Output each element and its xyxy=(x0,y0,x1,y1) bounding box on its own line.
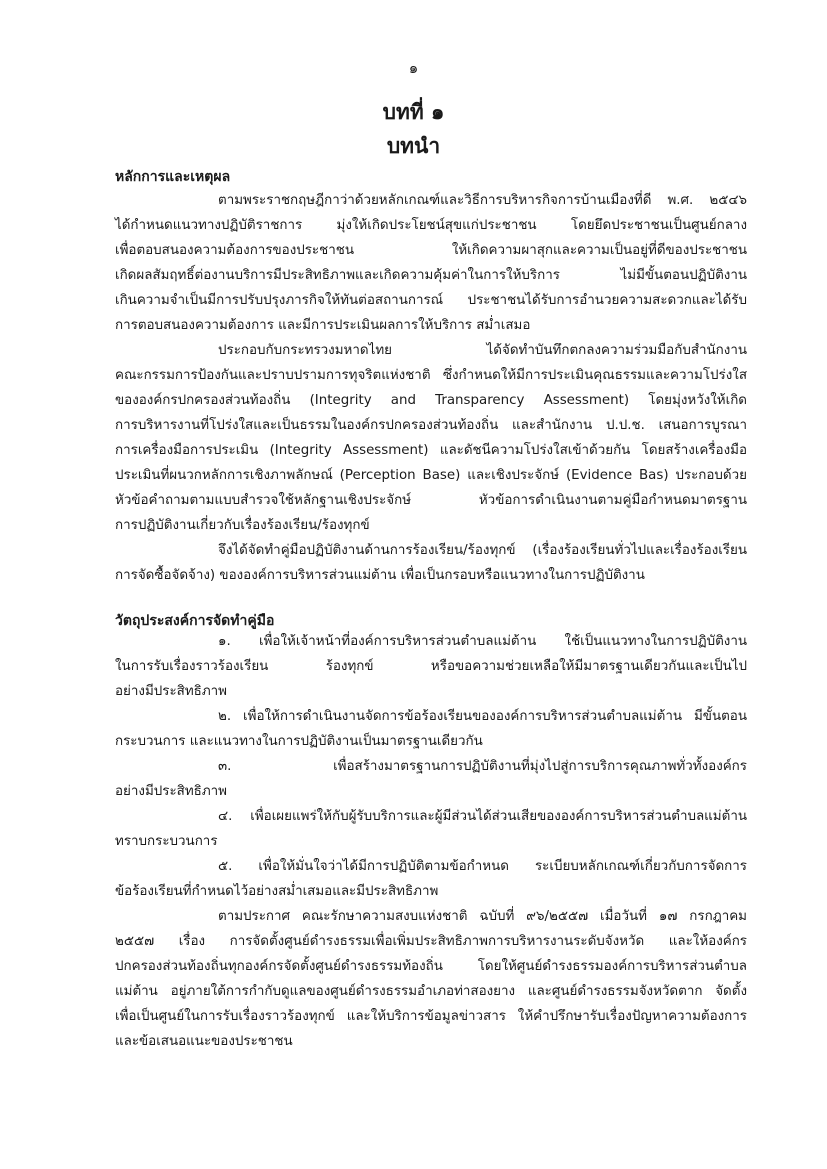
paragraph-line: เพื่อเป็นศูนย์ในการรับเรื่องราวร้องทุกข์ และให้บริการข้อมูลข่าวสาร ให้คำปรึกษารับเรื่องปัญหาความต้องการ xyxy=(115,1009,747,1024)
objective-line: ๒. เพื่อให้การดำเนินงานจัดการข้อร้องเรียนขององค์การบริหารส่วนตำบลแม่ต้าน มีขั้นตอน xyxy=(218,709,747,724)
paragraph-line: เกิดผลสัมฤทธิ์ต่องานบริการมีประสิทธิภาพและเกิดความคุ้มค่าในการให้บริการ ไม่มีขั้นตอนปฏิบัติงาน xyxy=(115,268,747,283)
paragraph-line: ขององค์กรปกครองส่วนท้องถิ่น (Integrity and Transparency Assessment) โดยมุ่งหวังให้เกิด xyxy=(115,393,747,408)
objective-line: ๔. เพื่อเผยแพร่ให้กับผู้รับบริการและผู้มีส่วนได้ส่วนเสียขององค์การบริหารส่วนตำบลแม่ต้าน xyxy=(218,809,747,824)
paragraph-line: จึงได้จัดทำคู่มือปฏิบัติงานด้านการร้องเรียน/ร้องทุกข์ (เรื่องร้องเรียนทั่วไปและเรื่องร้องเรียน xyxy=(218,543,747,558)
objective-line: ในการรับเรื่องราวร้องเรียน ร้องทุกข์ หรือขอความช่วยเหลือให้มีมาตรฐานเดียวกันและเป็นไป xyxy=(115,659,747,674)
paragraph-line: การตอบสนองความต้องการ และมีการประเมินผลการให้บริการ สม่ำเสมอ xyxy=(115,318,531,333)
objective-line: ข้อร้องเรียนที่กำหนดไว้อย่างสม่ำเสมอและมีประสิทธิภาพ xyxy=(115,884,439,899)
paragraph-line: ประเมินที่ผนวกหลักการเชิงภาพลักษณ์ (Perception Base) และเชิงประจักษ์ (Evidence Bas) ประกอบด้วย xyxy=(115,468,747,483)
objective-line: กระบวนการ และแนวทางในการปฏิบัติงานเป็นมาตรฐานเดียวกัน xyxy=(115,734,483,749)
chapter-number: บทที่ ๑ xyxy=(382,100,445,124)
paragraph-line: หัวข้อคำถามตามแบบสำรวจใช้หลักฐานเชิงประจักษ์ หัวข้อการดำเนินงานตามคู่มือกำหนดมาตรฐาน xyxy=(115,493,747,508)
objective-line: ทราบกระบวนการ xyxy=(115,834,218,849)
paragraph-line: ได้กำหนดแนวทางปฏิบัติราชการ มุ่งให้เกิดประโยชน์สุขแก่ประชาชน โดยยึดประชาชนเป็นศูนย์กลาง xyxy=(115,218,747,233)
section-heading-rationale: หลักการและเหตุผล xyxy=(115,169,231,185)
objective-line: อย่างมีประสิทธิภาพ xyxy=(115,684,228,699)
paragraph-line: ๒๕๕๗ เรื่อง การจัดตั้งศูนย์ดำรงธรรมเพื่อเพิ่มประสิทธิภาพการบริหารงานระดับจังหวัด และให้องค์กร xyxy=(115,934,747,949)
paragraph-line: ตามประกาศ คณะรักษาความสงบแห่งชาติ ฉบับที่ ๙๖/๒๕๕๗ เมื่อวันที่ ๑๗ กรกฎาคม xyxy=(218,909,747,924)
paragraph-line: การปฏิบัติงานเกี่ยวกับเรื่องร้องเรียน/ร้องทุกข์ xyxy=(115,518,370,533)
objective-line: ๑. เพื่อให้เจ้าหน้าที่องค์การบริหารส่วนตำบลแม่ต้าน ใช้เป็นแนวทางในการปฏิบัติงาน xyxy=(218,634,747,649)
paragraph-line: เพื่อตอบสนองความต้องการของประชาชน ให้เกิดความผาสุกและความเป็นอยู่ที่ดีของประชาชน xyxy=(115,243,747,258)
objective-line: ๓. เพื่อสร้างมาตรฐานการปฏิบัติงานที่มุ่งไปสู่การบริการคุณภาพทั่วทั้งองค์กร xyxy=(218,759,747,774)
paragraph-line: ตามพระราชกฤษฎีกาว่าด้วยหลักเกณฑ์และวิธีการบริหารกิจการบ้านเมืองที่ดี พ.ศ. ๒๕๔๖ xyxy=(218,193,747,208)
objective-line: อย่างมีประสิทธิภาพ xyxy=(115,784,228,799)
paragraph-line: ประกอบกับกระทรวงมหาดไทย ได้จัดทำบันทึกตกลงความร่วมมือกับสำนักงาน xyxy=(218,343,747,358)
paragraph-line: เกินความจำเป็นมีการปรับปรุงภารกิจให้ทันต่อสถานการณ์ ประชาชนได้รับการอำนวยความสะดวกและได้รับ xyxy=(115,293,747,308)
paragraph-line: และข้อเสนอแนะของประชาชน xyxy=(115,1034,293,1049)
page-number: ๑ xyxy=(408,59,419,77)
chapter-title: บทนำ xyxy=(386,134,441,158)
paragraph-line: การจัดซื้อจัดจ้าง) ขององค์การบริหารส่วนแม่ต้าน เพื่อเป็นกรอบหรือแนวทางในการปฏิบัติงาน xyxy=(115,568,645,583)
section-heading-objectives: วัตถุประสงค์การจัดทำคู่มือ xyxy=(115,613,275,629)
objective-line: ๕. เพื่อให้มั่นใจว่าได้มีการปฏิบัติตามข้อกำหนด ระเบียบหลักเกณฑ์เกี่ยวกับการจัดการ xyxy=(218,859,747,874)
paragraph-line: คณะกรรมการป้องกันและปราบปรามการทุจริตแห่งชาติ ซึ่งกำหนดให้มีการประเมินคุณธรรมและความโปร่งใส xyxy=(115,368,747,383)
paragraph-line: การบริหารงานที่โปร่งใสและเป็นธรรมในองค์กรปกครองส่วนท้องถิ่น และสำนักงาน ป.ป.ช. เสนอการบูรณา xyxy=(115,418,747,433)
paragraph-line: การเครื่องมือการประเมิน (Integrity Assessment) และดัชนีความโปร่งใสเข้าด้วยกัน โดยสร้างเครื่องมือ xyxy=(115,443,747,458)
paragraph-line: ปกครองส่วนท้องถิ่นทุกองค์กรจัดตั้งศูนย์ดำรงธรรมท้องถิ่น โดยให้ศูนย์ดำรงธรรมองค์การบริหารส่วนตำบล xyxy=(115,959,747,974)
paragraph-line: แม่ต้าน อยู่ภายใต้การกำกับดูแลของศูนย์ดำรงธรรมอำเภอท่าสองยาง และศูนย์ดำรงธรรมจังหวัดตาก จัดตั้ง xyxy=(115,984,747,999)
